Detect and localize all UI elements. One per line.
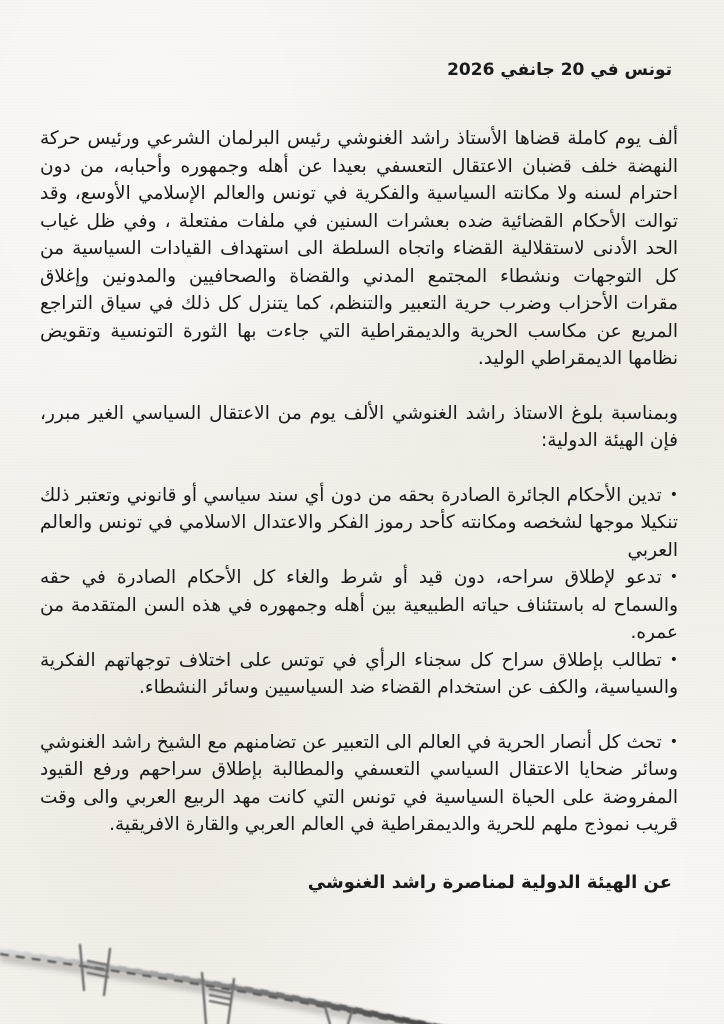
bullet-icon: • bbox=[669, 569, 678, 585]
date-line: تونس في 20 جانفي 2026 bbox=[447, 60, 672, 80]
list-item-text: تطالب بإطلاق سراح كل سجناء الرأي في توتس على اختلاف توجهاتهم الفكرية والسياسية، والكف عن استخدام القضاء ضد السياسيين وسائر النشطاء. bbox=[40, 649, 678, 698]
letter-body bbox=[40, 125, 678, 839]
occasion-paragraph: وبمناسبة بلوغ الاستاذ راشد الغنوشي الألف يوم من الاعتقال السياسي الغير مبرر، فإن الهيئة الدولية: bbox=[40, 402, 678, 451]
demands-list bbox=[40, 482, 678, 702]
bullet-icon: • bbox=[669, 733, 678, 750]
intro-paragraph: ألف يوم كاملة قضاها الأستاذ راشد الغنوشي رئيس البرلمان الشرعي ورئيس حركة النهضة خلف قضبان الاعتقال التعسفي بعيدا عن أهله وجمهوره وأحبابه، من دون احترام لسنه ولا مكانته السياسية والفكرية في تونس والعالم الإسلامي الأوسع، وقد توالت الأحكام القضائية ضده بعشرات السنين في ملفات مفتعلة ، وفي ظل غياب الحد الأدنى لاستقلالية القضاء واتجاه السلطة الى استهداف القيادات السياسية من كل التوجهات ونشطاء المجتمع المدني والقضاة والصحافيين والمدونين وإغلاق مقرات الأحزاب وضرب حرية التعبير والتنظم، كما يتنزل كل ذلك في سياق التراجع المريع عن مكاسب الحرية والديمقراطية التي جاءت بها الثورة التونسية وتقويض نظامها الديمقراطي الوليد. bbox=[40, 128, 678, 369]
list-item-text: تدين الأحكام الجائرة الصادرة بحقه من دون أي سند سياسي أو قانوني وتعتبر ذلك تنكيلا موجها لشخصه ومكانته كأحد رموز الفكر والاعتدال الاسلامي في تونس والعالم العربي bbox=[40, 484, 678, 561]
appeal-list bbox=[40, 729, 678, 839]
list-item-text: تحث كل أنصار الحرية في العالم الى التعبير عن تضامنهم مع الشيخ راشد الغنوشي وسائر ضحايا الاعتقال السياسي التعسفي والمطالبة بإطلاق سراحهم ورفع القيود المفروضة على الحياة السياسية في تونس التي كانت مهد الربيع العربي والى وقت قريب نموذج ملهم للحرية والديمقراطية في العالم العربي والقارة الافريقية. bbox=[40, 731, 678, 835]
list-item bbox=[40, 729, 678, 839]
barbed-wire-icon bbox=[0, 935, 724, 1024]
list-item bbox=[40, 564, 678, 647]
list-item bbox=[40, 647, 678, 702]
bullet-icon: • bbox=[669, 651, 678, 668]
bullet-icon: • bbox=[669, 486, 678, 503]
list-item bbox=[40, 482, 678, 565]
signature: عن الهيئة الدولية لمناصرة راشد الغنوشي bbox=[307, 872, 672, 893]
list-item-text: تدعو لإطلاق سراحه، دون قيد أو شرط والغاء كل الأحكام الصادرة في حقه والسماح له باستئناف حياته الطبيعية بين أهله وجمهوره في هذه السن المتقدمة من عمره. bbox=[40, 567, 678, 643]
